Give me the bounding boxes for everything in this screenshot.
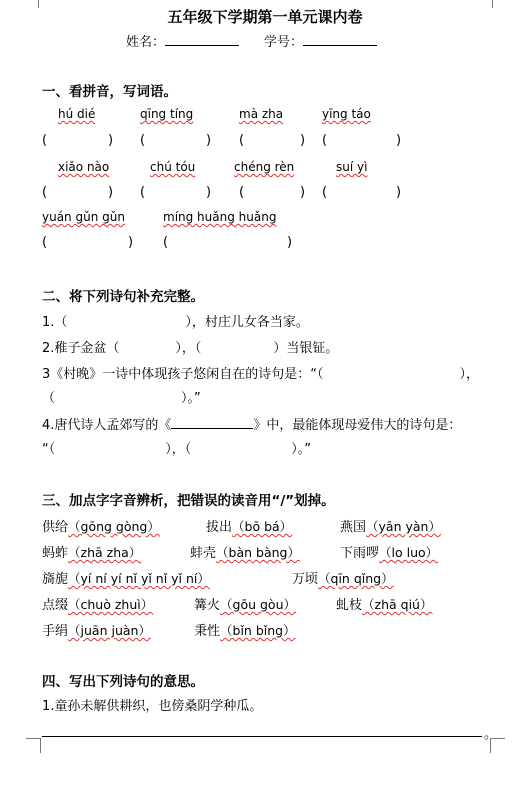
section1-heading: 一、看拼音，写词语。 [42,84,177,100]
section3-heading: 三、加点字字音辨析，把错误的读音用“/”划掉。 [42,493,335,509]
pinyin-options[interactable]: （bàn bàng） [216,545,300,560]
word: 燕国 [340,520,367,535]
question-2-2 [42,337,338,356]
word: 虬枝 [336,598,363,613]
phonetic-item[interactable] [292,568,394,587]
answer-paren-open: ( [42,133,48,148]
q-number: 1.（ [42,315,68,330]
word: 万顷 [292,572,319,587]
phonetic-item[interactable] [340,516,441,535]
q-text: 3《村晚》一诗中体现孩子悠闲自在的诗句是：“（ [42,367,324,382]
name-label: 姓名： [126,35,166,50]
word: 旖旎 [42,572,69,587]
word: 蚂蚱 [42,546,69,561]
answer-paren-close: ) [287,235,293,250]
answer-paren-close: ) [206,133,212,148]
pinyin-item: hú dié [58,107,96,121]
word: 点缀 [42,598,69,613]
answer-paren-close: ) [108,133,114,148]
question-2-3 [42,363,479,382]
section4-heading: 四、写出下列诗句的意思。 [42,674,204,690]
pinyin-options[interactable]: （bǐn bǐng） [220,623,296,638]
q-text: ），村庄儿女各当家。 [185,315,309,330]
q-text: ）。” [181,391,201,406]
pinyin-options[interactable]: （gōu gòu） [220,597,296,612]
answer-paren-open: ( [42,185,48,200]
answer-line[interactable] [42,736,482,737]
q-text: “（ [42,442,56,457]
pinyin-item: míng huǎng huǎng [163,210,277,224]
pinyin-item: qīng tíng [140,107,194,121]
end-mark: 。 [484,727,498,742]
phonetic-item[interactable] [336,594,432,613]
name-blank[interactable] [165,32,239,46]
q-text: （ [42,391,56,406]
name-field [126,31,239,50]
question-2-4 [42,414,461,433]
phonetic-item[interactable] [340,542,438,561]
pinyin-options[interactable]: （yí ní yí nǐ yǐ nǐ yǐ ní） [68,571,210,586]
phonetic-item[interactable] [190,542,300,561]
answer-paren-close: ) [300,185,306,200]
phonetic-item[interactable] [206,516,292,535]
q-text: 2.稚子金盆（ [42,341,120,356]
phonetic-item[interactable] [42,516,160,535]
pinyin-item: mà zha [239,107,284,121]
answer-paren-close: ) [300,133,306,148]
answer-paren-open: ( [42,235,48,250]
question-2-3-line2 [42,387,201,406]
word: 拔出 [206,520,233,535]
pinyin-options[interactable]: （qīn qǐng） [318,571,394,586]
pinyin-item: suí yì [336,160,368,174]
page-title: 五年级下学期第一单元课内卷 [167,8,363,26]
phonetic-item[interactable] [42,620,151,639]
q-text: ）。” [291,442,312,457]
pinyin-item: xiǎo nào [58,160,110,174]
answer-paren-open: ( [239,185,245,200]
answer-blank[interactable] [171,415,253,429]
answer-paren-close: ) [206,185,212,200]
phonetic-item[interactable] [42,594,153,613]
answer-paren-open: ( [239,133,245,148]
pinyin-options[interactable]: （bō bá） [232,519,293,534]
pinyin-options[interactable]: （yān yàn） [366,519,441,534]
id-blank[interactable] [303,32,377,46]
answer-paren-open: ( [140,133,146,148]
q-text: 4.唐代诗人孟郊写的《 [42,418,172,433]
question-2-4-line2 [42,438,311,457]
answer-paren-open: ( [163,235,169,250]
word: 蚌壳 [190,546,217,561]
answer-paren-close: ) [128,235,134,250]
pinyin-options[interactable]: （gōng gòng） [68,519,160,534]
id-field [264,31,377,50]
phonetic-item[interactable] [194,620,296,639]
answer-paren-open: ( [322,133,328,148]
question-2-1 [42,311,309,330]
q-text: ），（ [165,442,192,457]
answer-paren-open: ( [322,185,328,200]
q-text: 》中，最能体现母爱伟大的诗句是： [253,418,462,433]
phonetic-item[interactable] [42,542,141,561]
pinyin-item: chéng rèn [234,160,295,174]
answer-paren-close: ) [108,185,114,200]
pinyin-item: yuán gǔn gǔn [42,210,125,224]
q-text: ）， [459,367,480,382]
q-text: ），（ [175,341,202,356]
q-text: ）当银钲。 [273,341,339,356]
phonetic-item[interactable] [42,568,210,587]
answer-paren-close: ) [396,185,402,200]
pinyin-options[interactable]: （juān juàn） [68,623,151,638]
word: 手绢 [42,624,69,639]
word: 下雨啰 [340,546,380,561]
crop-mark-bottom-left [26,738,41,753]
pinyin-options[interactable]: （lo luo） [379,545,439,560]
pinyin-item: chú tóu [150,160,196,174]
answer-paren-close: ) [396,133,402,148]
word: 供给 [42,520,69,535]
pinyin-item: yīng táo [322,107,371,121]
word: 秉性 [194,624,221,639]
pinyin-options[interactable]: （zhā qiú） [362,597,433,612]
question-4-1: 1.童孙未解供耕织，也傍桑阴学种瓜。 [42,699,263,714]
section2-heading: 二、将下列诗句补充完整。 [42,289,204,305]
pinyin-options[interactable]: （chuò zhuì） [68,597,154,612]
phonetic-item[interactable] [194,594,296,613]
id-label: 学号： [264,35,304,50]
word: 篝火 [194,598,221,613]
pinyin-options[interactable]: （zhā zha） [68,545,142,560]
answer-paren-open: ( [140,185,146,200]
